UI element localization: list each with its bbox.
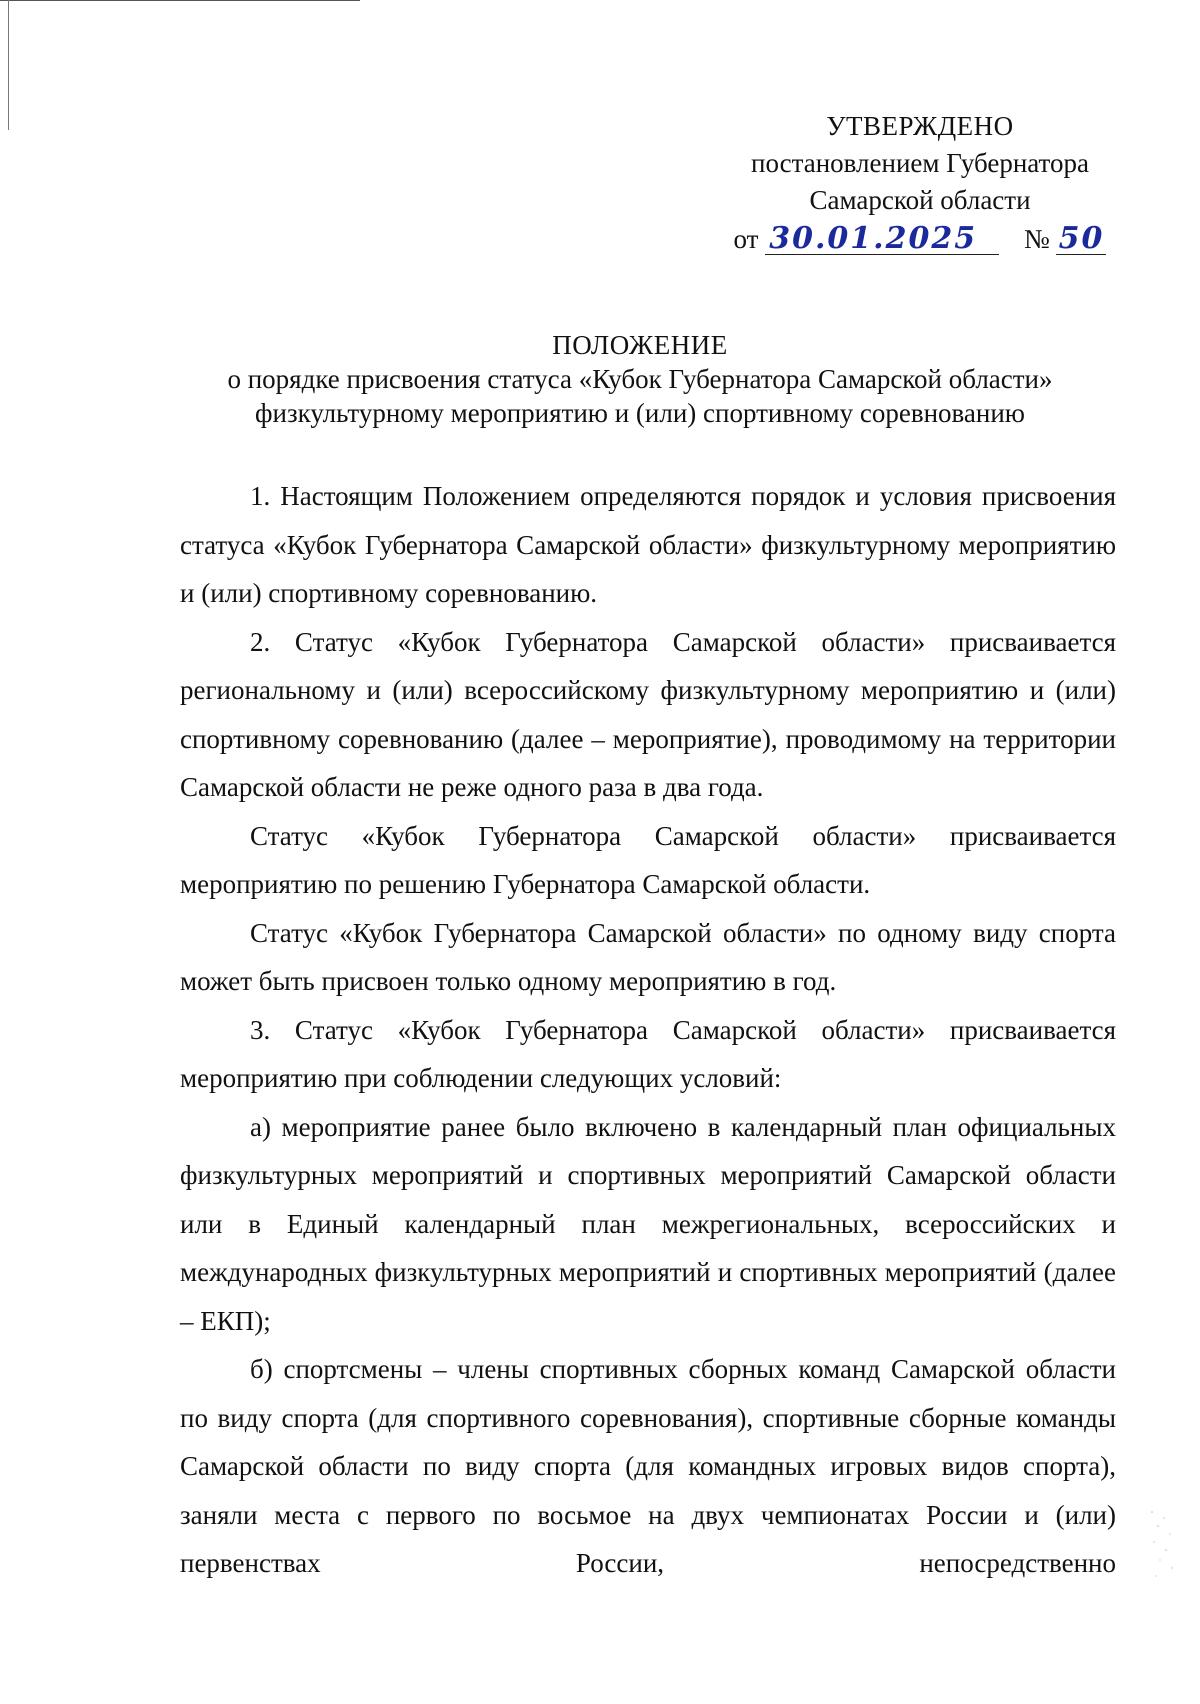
approval-region: Самарской области xyxy=(809,185,1031,215)
document-title: ПОЛОЖЕНИЕ xyxy=(552,330,728,360)
number-prefix: № xyxy=(1023,224,1050,254)
approval-authority: постановлением Губернатора xyxy=(751,148,1089,178)
document-subtitle-line-1: о порядке присвоения статуса «Кубок Губернатора Самарской области» xyxy=(227,364,1053,394)
paragraph-4: Статус «Кубок Губернатора Самарской области» по одному виду спорта может быть присвоен только одному мероприятию в год. xyxy=(180,917,1116,996)
date-field xyxy=(765,221,999,256)
paragraph-7: б) спортсмены – члены спортивных сборных команд Самарской области по виду спорта (для спортивного соревнования), спортивные сборные команды Самарской области по виду спорта (для командных игровых видов спорта), заняли места с первого по восьмое на двух чемпионатах России и (или) первенствах России, непосредственно xyxy=(180,1354,1116,1578)
document-heading xyxy=(150,328,1130,430)
approval-stamp-block xyxy=(700,108,1140,258)
date-prefix: от xyxy=(733,224,759,254)
paragraph-3: Статус «Кубок Губернатора Самарской области» присваивается мероприятию по решению Губернатора Самарской области. xyxy=(180,820,1116,899)
document-body xyxy=(180,472,1116,1588)
scan-edge-left xyxy=(8,0,9,130)
paragraph-1: 1. Настоящим Положением определяются порядок и условия присвоения статуса «Кубок Губернатора Самарской области» физкультурному мероприятию и (или) спортивному соревнованию. xyxy=(180,481,1116,608)
handwritten-date: 30.01.2025 xyxy=(769,221,978,256)
approval-date-row xyxy=(700,221,1140,258)
document-subtitle-line-2: физкультурному мероприятию и (или) спортивному соревнованию xyxy=(255,398,1025,428)
paragraph-2: 2. Статус «Кубок Губернатора Самарской области» присваивается региональному и (или) всероссийскому физкультурному мероприятию и (или) спортивному соревнованию (далее – мероприятие), проводимому на территории Самарской области не реже одного раза в два года. xyxy=(180,626,1116,802)
paragraph-6: а) мероприятие ранее было включено в календарный план официальных физкультурных мероприятий и спортивных мероприятий Самарской области или в Единый календарный план межрегиональных, всероссийских и международных физкультурных мероприятий и спортивных мероприятий (далее – ЕКП); xyxy=(180,1111,1116,1336)
number-field xyxy=(1056,221,1106,256)
paragraph-5: 3. Статус «Кубок Губернатора Самарской области» присваивается мероприятию при соблюдении следующих условий: xyxy=(180,1014,1116,1093)
scan-noise xyxy=(1142,1504,1182,1584)
scan-edge-top xyxy=(0,0,360,1)
approval-heading: УТВЕРЖДЕНО xyxy=(826,111,1014,141)
handwritten-number: 50 xyxy=(1058,221,1105,256)
